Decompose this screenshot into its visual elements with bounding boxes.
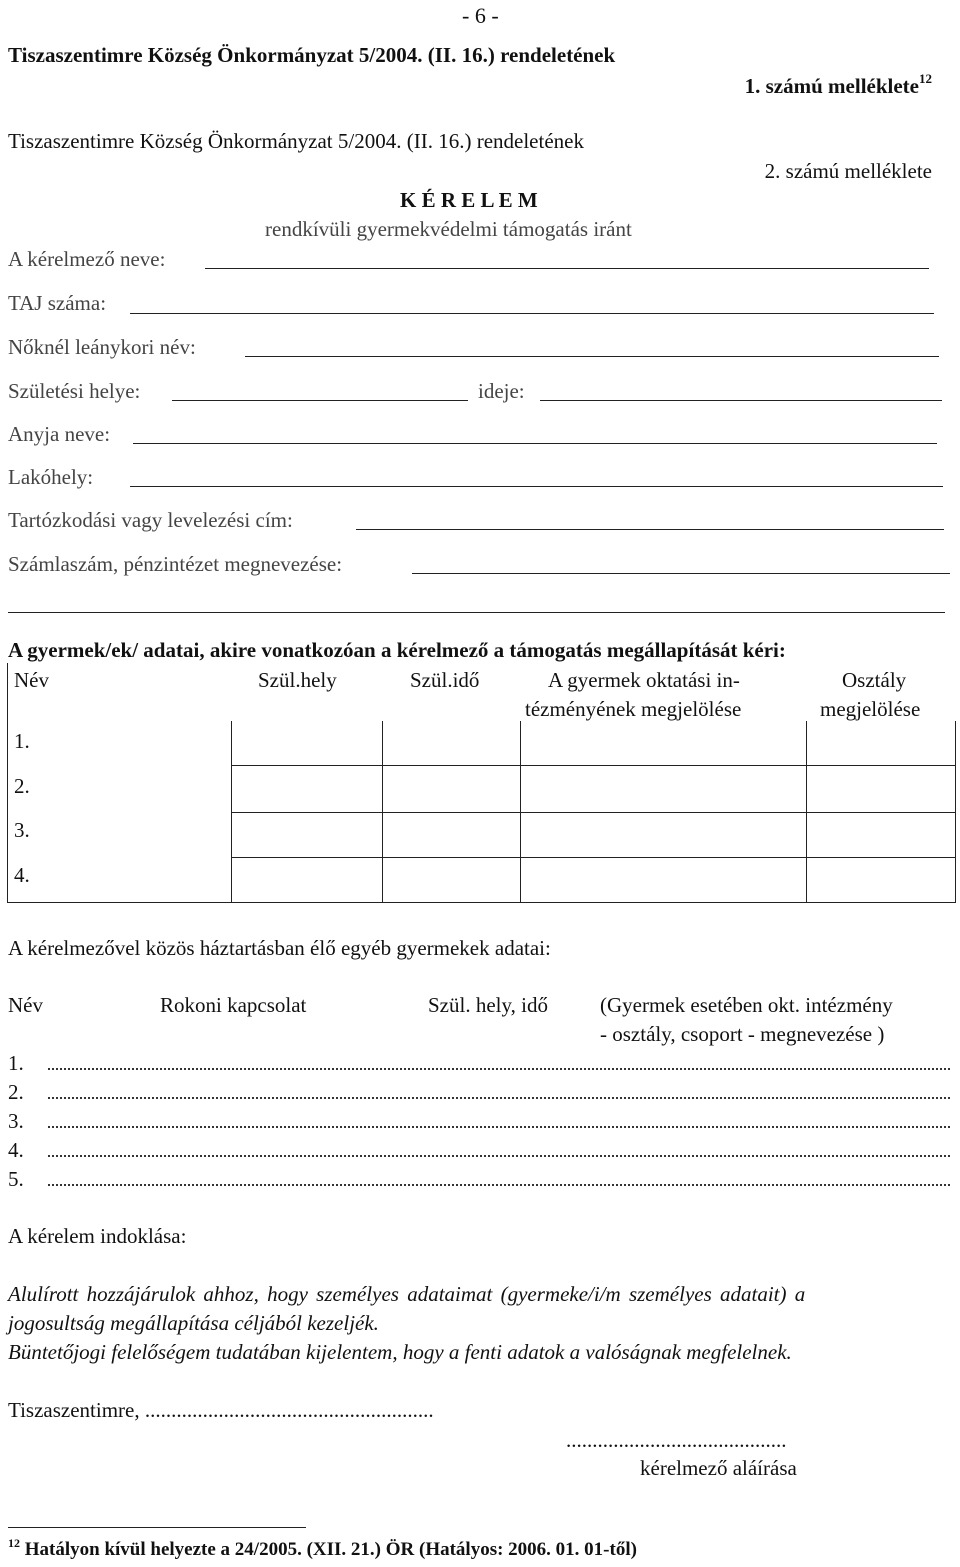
justification-label: A kérelem indoklása: (8, 1224, 187, 1248)
col-birthdate-header: Szül.idő (410, 668, 480, 692)
table-row: 2. (14, 774, 30, 798)
table-border-left (7, 663, 8, 902)
household-entry-line[interactable] (48, 1068, 950, 1070)
household-entry-line[interactable] (48, 1126, 950, 1128)
table-row-line-2 (231, 812, 956, 813)
maiden-name-label: Nőknél leánykori név: (8, 335, 196, 359)
residence-label: Lakóhely: (8, 465, 94, 489)
form-title: K É R E L E M (400, 188, 538, 212)
household-heading: A kérelmezővel közös háztartásban élő egyéb gyermekek adatai: (8, 936, 551, 960)
list-item: 5. (8, 1167, 24, 1191)
household-entry-line[interactable] (48, 1155, 950, 1157)
household-entry-line[interactable] (48, 1097, 950, 1099)
taj-label: TAJ száma: (8, 291, 107, 315)
footnote-ref: 12 (919, 71, 932, 86)
residence-field[interactable] (130, 486, 943, 487)
mother-name-field[interactable] (133, 443, 937, 444)
household-col-birth: Szül. hely, idő (428, 993, 548, 1017)
col-class-header-2: megjelölése (820, 697, 921, 721)
table-border-bottom (7, 902, 956, 903)
place-date: Tiszaszentimre, ....................................................... (8, 1398, 434, 1422)
signature-line[interactable]: .......................................... (566, 1428, 787, 1452)
col-school-header-2: tézményének megjelölése (525, 697, 742, 721)
consent-line-2: jogosultság megállapítása céljából kezeljék. (8, 1311, 379, 1335)
address-field[interactable] (356, 529, 944, 530)
household-col-institution-1: (Gyermek esetében okt. intézmény (600, 993, 893, 1017)
taj-field[interactable] (130, 313, 934, 314)
table-row-line-1 (231, 765, 956, 766)
name-label: A kérelmező neve: (8, 247, 166, 271)
list-item: 2. (8, 1080, 24, 1104)
declaration: Büntetőjogi felelőségem tudatában kijelentem, hogy a fenti adatok a valóságnak megfelelnek. (8, 1340, 792, 1364)
list-item: 1. (8, 1051, 24, 1075)
header-2-annex: 2. számú melléklete (764, 159, 932, 183)
birthdate-field[interactable] (540, 400, 942, 401)
col-class-header-1: Osztály (842, 668, 907, 692)
name-field[interactable] (205, 268, 929, 269)
col-name-header: Név (14, 668, 49, 692)
signature-label: kérelmező aláírása (640, 1456, 797, 1480)
header-1-annex: 1. számú melléklete$^{12}$ (744, 71, 932, 98)
table-row: 4. (14, 863, 30, 887)
account-field-continued[interactable] (8, 612, 945, 613)
birthplace-field[interactable] (172, 400, 468, 401)
household-col-relation: Rokoni kapcsolat (160, 993, 307, 1017)
header-2-line: Tiszaszentimre Község Önkormányzat 5/2004. (II. 16.) rendeletének (8, 129, 584, 153)
mother-name-label: Anyja neve: (8, 422, 111, 446)
household-col-institution-2: - osztály, csoport - megnevezése ) (600, 1022, 885, 1046)
footnote-number: 12 (8, 1536, 20, 1550)
list-item: 4. (8, 1138, 24, 1162)
children-heading: A gyermek/ek/ adatai, akire vonatkozóan a kérelmező a támogatás megállapítását kéri: (8, 638, 786, 662)
account-label: Számlaszám, pénzintézet megnevezése: (8, 552, 343, 576)
consent-line-1: Alulírott hozzájárulok ahhoz, hogy személyes adataimat (gyermeke/i/m személyes adatait) a (8, 1282, 806, 1306)
birthplace-label: Születési helye: (8, 379, 141, 403)
col-birthplace-header: Szül.hely (258, 668, 337, 692)
account-field[interactable] (412, 573, 950, 574)
address-label: Tartózkodási vagy levelezési cím: (8, 508, 293, 532)
form-subtitle: rendkívüli gyermekvédelmi támogatás iránt (265, 217, 632, 241)
household-col-name: Név (8, 993, 43, 1017)
maiden-name-field[interactable] (245, 356, 939, 357)
footnote (8, 1536, 637, 1560)
page-number: - 6 - (462, 3, 499, 28)
footnote-text: Hatályon kívül helyezte a 24/2005. (XII. 21.) ÖR (Hatályos: 2006. 01. 01-től) (24, 1539, 637, 1560)
footnote-separator (8, 1527, 306, 1528)
header-1-line: Tiszaszentimre Község Önkormányzat 5/2004. (II. 16.) rendeletének (8, 43, 616, 67)
col-school-header-1: A gyermek oktatási in- (548, 668, 740, 692)
table-row-line-3 (231, 857, 956, 858)
birthdate-label: ideje: (478, 379, 525, 403)
table-row: 1. (14, 729, 30, 753)
list-item: 3. (8, 1109, 24, 1133)
household-entry-line[interactable] (48, 1184, 950, 1186)
table-row: 3. (14, 818, 30, 842)
